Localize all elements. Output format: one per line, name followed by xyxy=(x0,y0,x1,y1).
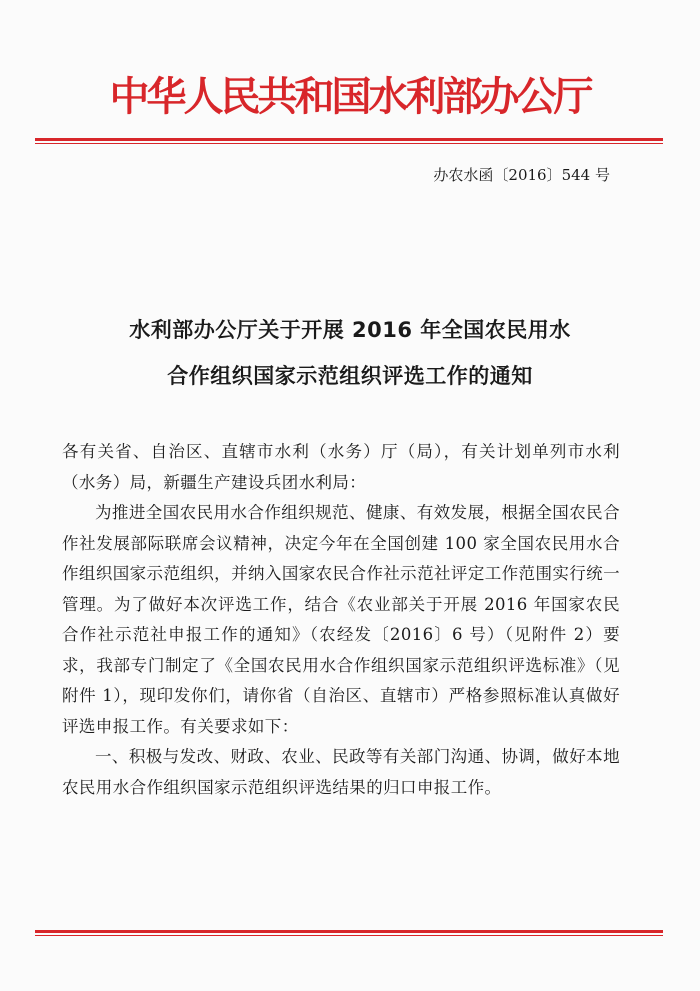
rule-thin-line xyxy=(35,935,663,936)
document-title xyxy=(40,307,660,399)
title-line-2: 合作组织国家示范组织评选工作的通知 xyxy=(167,364,533,388)
footer-red-rule xyxy=(35,930,663,936)
letterhead-red-rule xyxy=(35,138,663,144)
document-number: 办农水函〔2016〕544 号 xyxy=(433,166,610,184)
body-paragraph-2: 一、积极与发改、财政、农业、民政等有关部门沟通、协调，做好本地农民用水合作组织国家示范组织评选结果的归口申报工作。 xyxy=(62,747,620,797)
salutation: 各有关省、自治区、直辖市水利（水务）厅（局），有关计划单列市水利（水务）局，新疆生产建设兵团水利局： xyxy=(62,442,620,492)
letterhead-title: 中华人民共和国水利部办公厅 xyxy=(109,74,591,120)
title-line-1: 水利部办公厅关于开展 2016 年全国农民用水 xyxy=(129,318,571,342)
rule-thick-line xyxy=(35,138,663,141)
document-body xyxy=(62,437,620,803)
rule-thick-line xyxy=(35,930,663,933)
body-paragraph-1: 为推进全国农民用水合作组织规范、健康、有效发展，根据全国农民合作社发展部际联席会议精神，决定今年在全国创建 100 家全国农民用水合作组织国家示范组织，并纳入国家农民合作社示范社评定工作范围实行统一管理。为了做好本次评选工作，结合《农业部关于开展 2016 年国家农民合作社示范社申报工作的通知》（农经发〔2016〕6 号）（见附件 2）要求，我部专门制定了《全国农民用水合作组织国家示范组织评选标准》（见附件 1），现印发你们，请你省（自治区、直辖市）严格参照标准认真做好评选申报工作。有关要求如下： xyxy=(62,503,620,736)
rule-thin-line xyxy=(35,143,663,144)
